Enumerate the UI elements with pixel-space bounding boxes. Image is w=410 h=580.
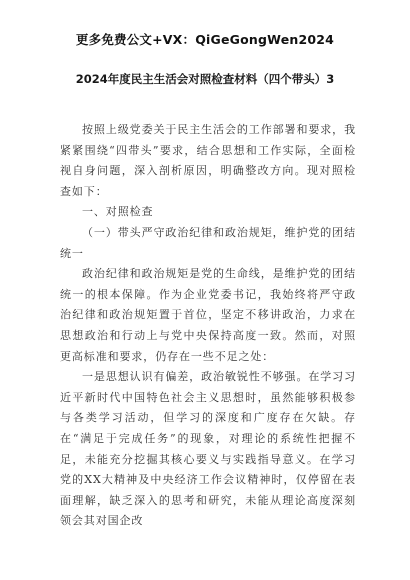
watermark-header: 更多免费公文+VX：QiGeGongWen2024: [75, 32, 335, 47]
body-paragraph: 政治纪律和政治规矩是党的生命线，是维护党的团结统一的根本保障。作为企业党委书记，我始终将严守政治纪律和政治规矩置于首位，坚定不移讲政治，力求在思想政治和行动上与党中央保持高度一致。然而，对照更高标准和要求，仍存在一些不足之处：: [60, 267, 356, 363]
intro-paragraph: 按照上级党委关于民主生活会的工作部署和要求，我紧紧围绕“四带头”要求，结合思想和工作实际，全面检视自身问题，深入剖析原因，明确整改方向。现对照检查如下：: [60, 123, 356, 198]
document-title: 2024年度民主生活会对照检查材料（四个带头）3: [75, 72, 335, 86]
subsection-heading: （一）带头严守政治纪律和政治规矩，维护党的团结统一: [60, 225, 356, 260]
section-heading: 一、对照检查: [82, 205, 154, 219]
body-paragraph: 一是思想认识有偏差，政治敏锐性不够强。在学习习近平新时代中国特色社会主义思想时，虽然能够积极参与各类学习活动，但学习的深度和广度存在欠缺。存在“满足于完成任务”的现象，对理论的系统性把握不足，未能充分挖掘其核心要义与实践指导意义。在学习党的XX大精神及中央经济工作会议精神时，仅停留在表面理解，缺乏深入的思考和研究，未能从理论高度深刻领会其对国企改: [60, 370, 356, 528]
document-body: [60, 120, 356, 532]
